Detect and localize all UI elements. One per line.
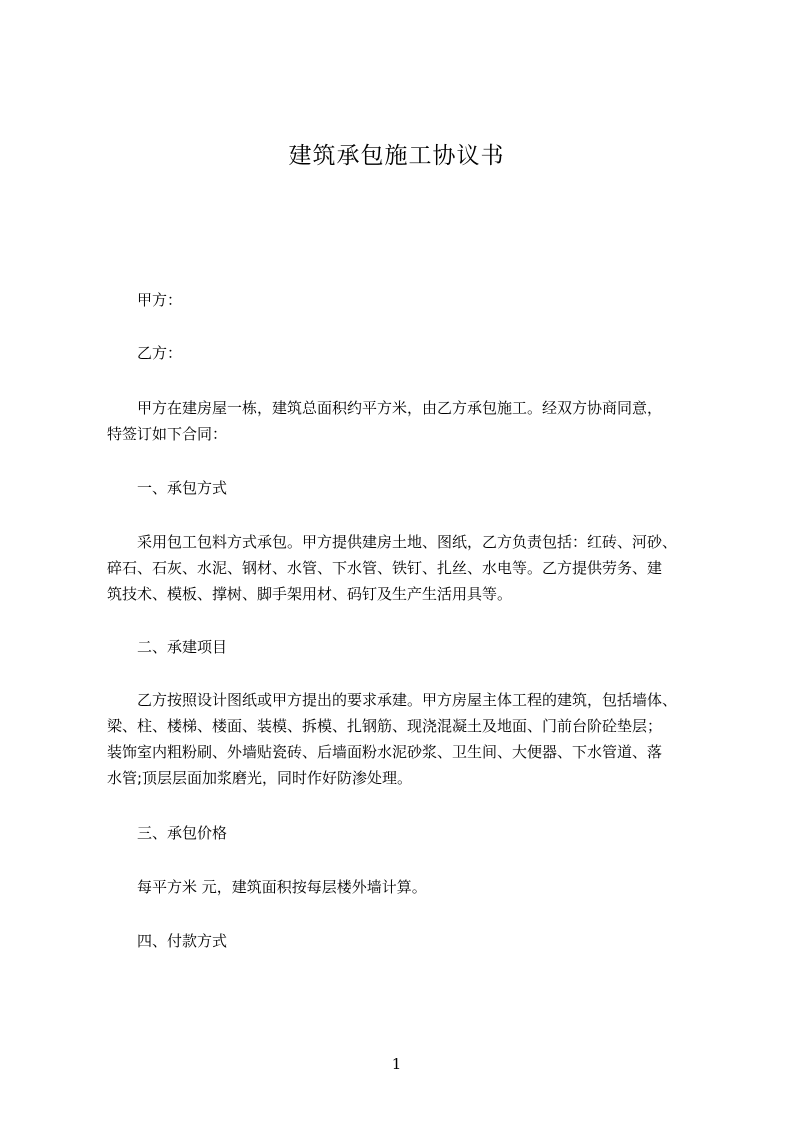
section-heading-3: 三、承包价格 (137, 824, 228, 842)
section-2-line-1: 乙方按照设计图纸或甲方提出的要求承建。甲方房屋主体工程的建筑，包括墙体、 (137, 691, 678, 709)
section-heading-2: 二、承建项目 (137, 638, 228, 656)
section-2-line-4: 水管;顶层层面加浆磨光，同时作好防渗处理。 (107, 769, 413, 787)
party-a-label: 甲方： (137, 291, 183, 309)
intro-line-1: 甲方在建房屋一栋，建筑总面积约平方米，由乙方承包施工。经双方协商同意， (137, 399, 663, 417)
intro-line-2: 特签订如下合同： (107, 425, 228, 443)
section-heading-4: 四、付款方式 (137, 932, 228, 950)
section-1-line-2: 碎石、石灰、水泥、钢材、水管、下水管、铁钉、扎丝、水电等。乙方提供劳务、建 (107, 559, 663, 577)
section-heading-1: 一、承包方式 (137, 479, 228, 497)
document-title: 建筑承包施工协议书 (288, 143, 505, 169)
section-2-line-2: 梁、柱、楼梯、楼面、装模、拆模、扎钢筋、现浇混凝土及地面、门前台阶砼垫层； (107, 717, 663, 735)
section-1-line-1: 采用包工包料方式承包。甲方提供建房土地、图纸，乙方负责包括：红砖、河砂、 (137, 533, 678, 551)
section-3-line-1: 每平方米 元，建筑面积按每层楼外墙计算。 (137, 878, 427, 896)
party-b-label: 乙方： (137, 344, 183, 362)
section-2-line-3: 装饰室内粗粉刷、外墙贴瓷砖、后墙面粉水泥砂浆、卫生间、大便器、下水管道、落 (107, 743, 663, 761)
section-1-line-3: 筑技术、模板、撑树、脚手架用材、码钉及生产生活用具等。 (107, 585, 513, 603)
page-number: 1 (391, 1055, 402, 1073)
